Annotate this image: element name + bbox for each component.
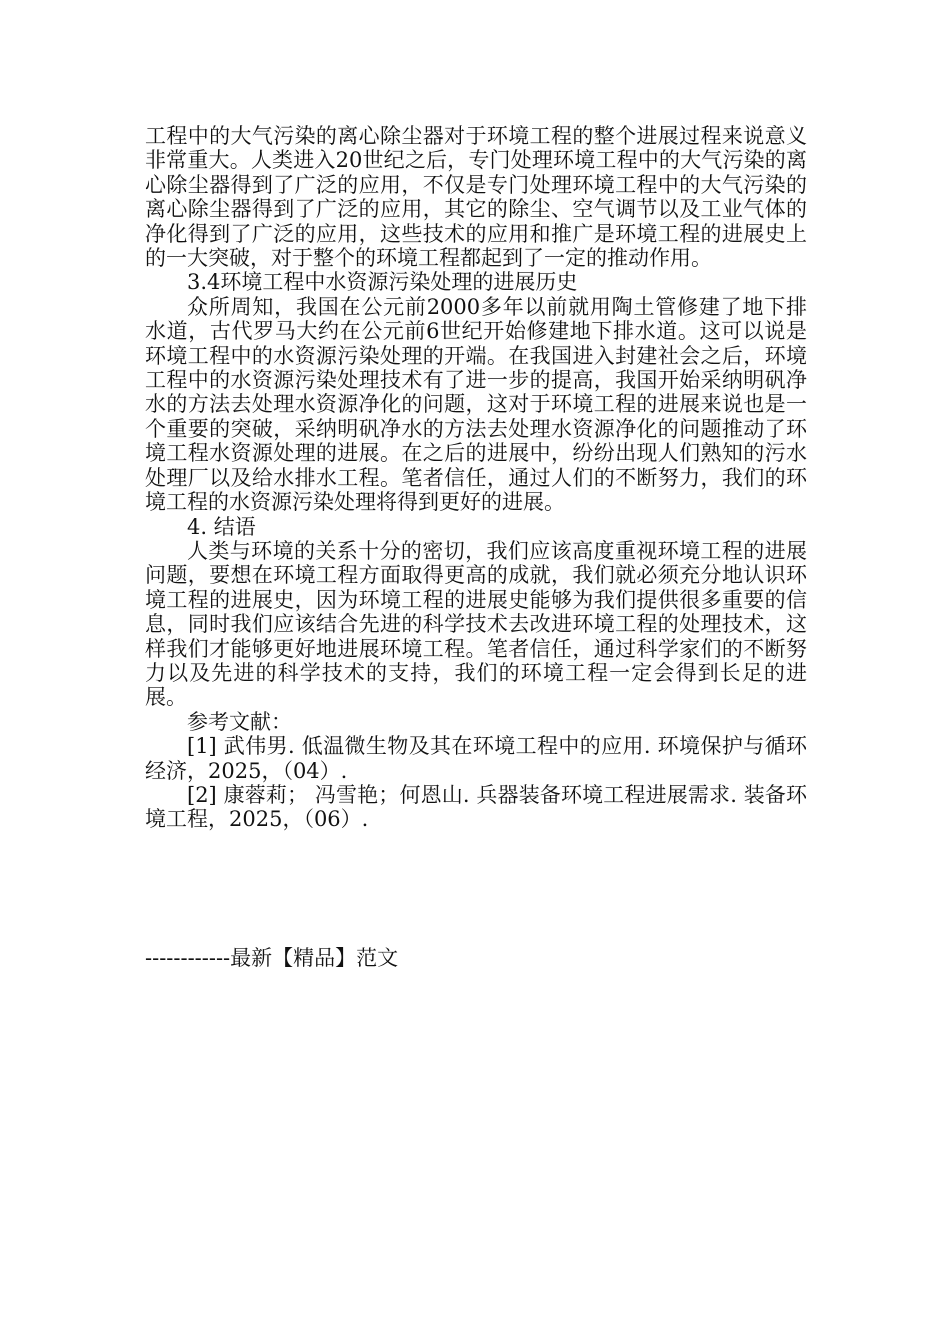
- paragraph-water-history: 众所周知，我国在公元前2000多年以前就用陶土管修建了地下排水道，古代罗马大约在公元前6世纪开始修建地下排水道。这可以说是环境工程中的水资源污染处理的开端。在我国进入封建社会之后，环境工程中的水资源污染处理技术有了进一步的提高，我国开始采纳明矾净水的方法去处理水资源净化的问题，这对于环境工程的进展来说也是一个重要的突破，采纳明矾净水的方法去处理水资源净化的问题推动了环境工程水资源处理的进展。在之后的进展中，纷纷出现人们熟知的污水处理厂以及给水排水工程。笔者信任，通过人们的不断努力，我们的环境工程的水资源污染处理将得到更好的进展。: [145, 294, 807, 515]
- document-body: [145, 124, 807, 832]
- references-heading: 参考文献：: [187, 709, 292, 734]
- paragraph-continuation: 工程中的大气污染的离心除尘器对于环境工程的整个进展过程来说意义非常重大。人类进入20世纪之后，专门处理环境工程中的大气污染的离心除尘器得到了广泛的应用，不仅是专门处理环境工程中的大气污染的离心除尘器得到了广泛的应用，其它的除尘、空气调节以及工业气体的净化得到了广泛的应用，这些技术的应用和推广是环境工程的进展史上的一大突破，对于整个的环境工程都起到了一定的推动作用。: [145, 124, 807, 271]
- section-heading-conclusion: 4. 结语: [187, 514, 256, 539]
- section-heading-3-4: 3.4环境工程中水资源污染处理的进展历史: [187, 270, 578, 295]
- paragraph-conclusion: 人类与环境的关系十分的密切，我们应该高度重视环境工程的进展问题，要想在环境工程方面取得更高的成就，我们就必须充分地认识环境工程的进展史，因为环境工程的进展史能够为我们提供很多重要的信息，同时我们应该结合先进的科学技术去改进环境工程的处理技术，这样我们才能够更好地进展环境工程。笔者信任，通过科学家们的不断努力以及先进的科学技术的支持，我们的环境工程一定会得到长足的进展。: [145, 538, 807, 710]
- reference-item-1: [1] 武伟男. 低温微生物及其在环境工程中的应用. 环境保护与循环经济，2025，（04）.: [145, 734, 807, 783]
- reference-item-2: [2] 康蓉莉； 冯雪艳；何恩山. 兵器装备环境工程进展需求. 装备环境工程，2025，（06）.: [145, 782, 807, 832]
- footer-banner: ------------最新【精品】范文: [145, 946, 399, 970]
